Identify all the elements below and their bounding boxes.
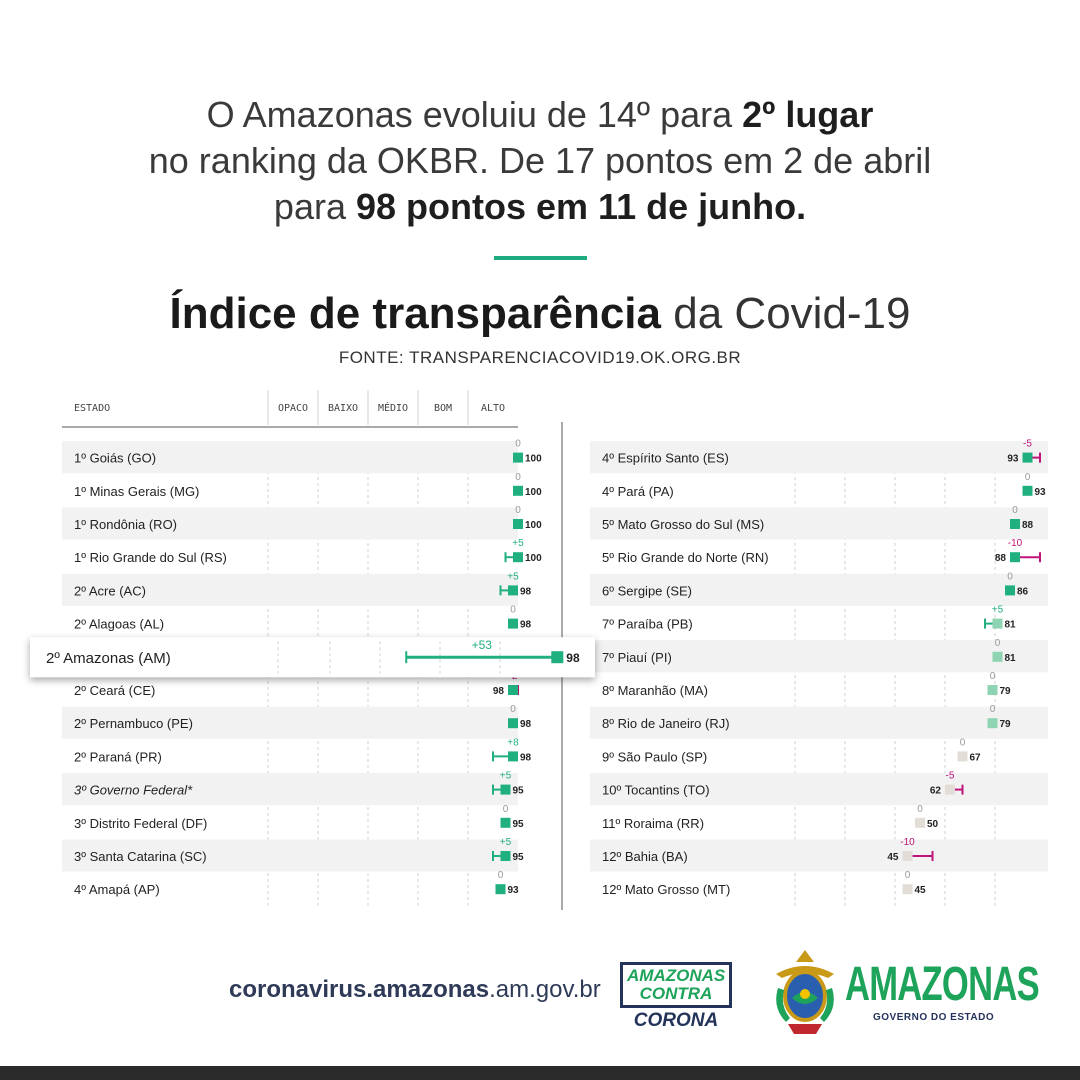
value-marker (1010, 519, 1020, 529)
row-label: 5º Rio Grande do Norte (RN) (602, 550, 769, 566)
change-label: 0 (1007, 571, 1013, 583)
row-label: 7º Paraíba (PB) (602, 616, 693, 632)
value-label: 98 (520, 619, 532, 631)
value-marker (513, 519, 523, 529)
value-marker (551, 651, 563, 663)
value-label: 79 (999, 686, 1011, 697)
row-label: 2º Alagoas (AL) (74, 616, 165, 632)
value-marker (993, 652, 1003, 662)
row-label: 4º Pará (PA) (602, 483, 674, 499)
change-label: 0 (904, 870, 911, 882)
row-label: 11º Roraima (RR) (602, 815, 705, 831)
change-label: -10 (900, 837, 915, 848)
value-marker (513, 453, 523, 463)
column-header: ALTO (480, 403, 506, 414)
column-header: OPACO (277, 403, 309, 414)
value-marker (508, 685, 518, 695)
value-marker (513, 486, 523, 496)
value-marker (958, 751, 968, 761)
row-label: 8º Rio de Janeiro (RJ) (602, 716, 730, 732)
change-label: 0 (497, 870, 504, 882)
value-marker (508, 619, 518, 629)
change-label: 0 (1012, 505, 1018, 516)
row-label: 1º Rio Grande do Sul (RS) (74, 550, 227, 566)
row-label: 2º Paraná (PR) (74, 749, 162, 765)
amazonas-contra-corona-badge: AMAZONAS CONTRA CORONA (620, 962, 732, 1032)
change-label: -5 (1023, 438, 1032, 450)
change-label: +5 (499, 837, 512, 848)
row-label: 12º Mato Grosso (MT) (602, 882, 731, 898)
column-header: MÉDIO (377, 403, 409, 414)
value-marker (1023, 453, 1033, 463)
value-marker (903, 884, 913, 894)
row-label: 7º Piauí (PI) (602, 649, 672, 665)
row-label: 2º Amazonas (AM) (46, 650, 171, 668)
headline-line-3: para 98 pontos em 11 de junho. (273, 186, 807, 227)
value-marker (1005, 585, 1015, 595)
brand-logo (845, 960, 1080, 1023)
value-label: 95 (512, 785, 524, 797)
value-marker (993, 619, 1003, 629)
value-label: 93 (507, 885, 519, 897)
row-label: 2º Ceará (CE) (74, 683, 156, 698)
value-marker (1010, 552, 1020, 562)
row-label: 4º Amapá (AP) (74, 882, 160, 898)
accent-divider (494, 256, 587, 260)
value-label: 93 (1007, 453, 1019, 465)
change-label: 0 (917, 803, 923, 815)
value-label: 88 (1022, 520, 1034, 531)
change-label: +5 (499, 770, 512, 782)
row-label: 1º Goiás (GO) (74, 450, 157, 466)
change-label: 0 (994, 637, 1001, 649)
chart-title: Índice de transparência da Covid-19 (169, 289, 911, 338)
value-label: 98 (520, 586, 532, 598)
transparency-chart (0, 380, 1080, 920)
change-label: 0 (515, 505, 521, 516)
headline-line-2: no ranking da OKBR. De 17 pontos em 2 de abril (148, 140, 932, 181)
column-header: ESTADO (74, 403, 111, 414)
value-label: 98 (520, 719, 532, 731)
value-marker (915, 818, 925, 828)
value-label: 62 (929, 785, 941, 797)
change-label: 0 (1024, 471, 1031, 483)
value-label: 86 (1017, 586, 1029, 598)
headline (0, 92, 1080, 230)
value-marker (501, 851, 511, 861)
change-label: +5 (512, 538, 524, 550)
column-header: BAIXO (327, 403, 359, 414)
value-marker (496, 884, 506, 894)
value-marker (508, 718, 518, 728)
value-label: 45 (914, 885, 926, 897)
change-label: 0 (515, 471, 521, 483)
change-label: +5 (991, 604, 1004, 616)
value-label: 81 (1004, 619, 1016, 631)
value-label: 67 (969, 752, 981, 764)
change-label: 0 (510, 604, 516, 616)
value-label: 79 (999, 719, 1011, 731)
brand-subtitle: GOVERNO DO ESTADO (873, 1012, 995, 1023)
change-label: 0 (510, 704, 516, 716)
value-label: 98 (492, 686, 504, 697)
footer-url[interactable]: coronavirus.amazonas.am.gov.br (229, 976, 601, 1003)
value-marker (945, 785, 955, 795)
value-marker (508, 585, 518, 595)
row-label: 3º Distrito Federal (DF) (74, 815, 208, 831)
row-label: 3º Santa Catarina (SC) (74, 849, 207, 864)
value-label: 100 (525, 520, 542, 531)
row-label: 1º Minas Gerais (MG) (74, 483, 200, 499)
change-label: 0 (989, 671, 996, 682)
value-label: 88 (994, 553, 1006, 565)
value-marker (903, 851, 913, 861)
row-label: 2º Acre (AC) (74, 583, 146, 599)
value-label: 98 (566, 651, 580, 666)
change-label: +8 (507, 737, 519, 749)
row-label: 10º Tocantins (TO) (602, 782, 710, 798)
value-marker (513, 552, 523, 562)
chart-source: FONTE: TRANSPARENCIACOVID19.OK.ORG.BR (338, 348, 742, 367)
state-crest-icon (770, 948, 840, 1036)
value-label: 98 (520, 752, 532, 764)
row-label: 8º Maranhão (MA) (602, 683, 708, 698)
change-label: 0 (959, 737, 966, 749)
change-label: -5 (945, 770, 955, 782)
change-label: +5 (507, 571, 519, 583)
value-label: 100 (525, 553, 542, 565)
brand-name: AMAZONAS (845, 958, 1039, 1011)
value-marker (988, 685, 998, 695)
row-label: 6º Sergipe (SE) (602, 583, 693, 599)
value-label: 93 (1034, 486, 1046, 498)
change-label: -10 (1007, 538, 1023, 550)
change-label: 0 (502, 803, 509, 815)
value-label: 95 (512, 852, 524, 863)
value-marker (1023, 486, 1033, 496)
row-label: 3º Governo Federal* (74, 782, 193, 798)
value-label: 100 (525, 453, 542, 465)
value-label: 95 (512, 818, 524, 830)
value-label: 50 (927, 818, 939, 830)
row-label: 12º Bahia (BA) (602, 849, 688, 864)
value-label: 100 (525, 486, 542, 498)
value-marker (501, 818, 511, 828)
column-header: BOM (433, 403, 453, 414)
row-label: 5º Mato Grosso do Sul (MS) (602, 517, 765, 532)
bottom-bar (0, 1066, 1080, 1080)
headline-line-1: O Amazonas evoluiu de 14º para 2º lugar (206, 94, 874, 135)
value-marker (508, 751, 518, 761)
change-label: 0 (989, 704, 996, 716)
value-marker (501, 785, 511, 795)
change-label: 0 (515, 438, 521, 450)
row-label: 9º São Paulo (SP) (602, 749, 708, 765)
value-label: 45 (887, 852, 899, 863)
value-label: 81 (1004, 652, 1016, 664)
row-label: 1º Rondônia (RO) (74, 517, 178, 532)
row-label: 2º Pernambuco (PE) (74, 716, 193, 732)
badge-box: AMAZONAS CONTRA (620, 962, 732, 1008)
row-label: 4º Espírito Santo (ES) (602, 450, 729, 466)
value-marker (988, 718, 998, 728)
change-label: +53 (471, 638, 492, 653)
